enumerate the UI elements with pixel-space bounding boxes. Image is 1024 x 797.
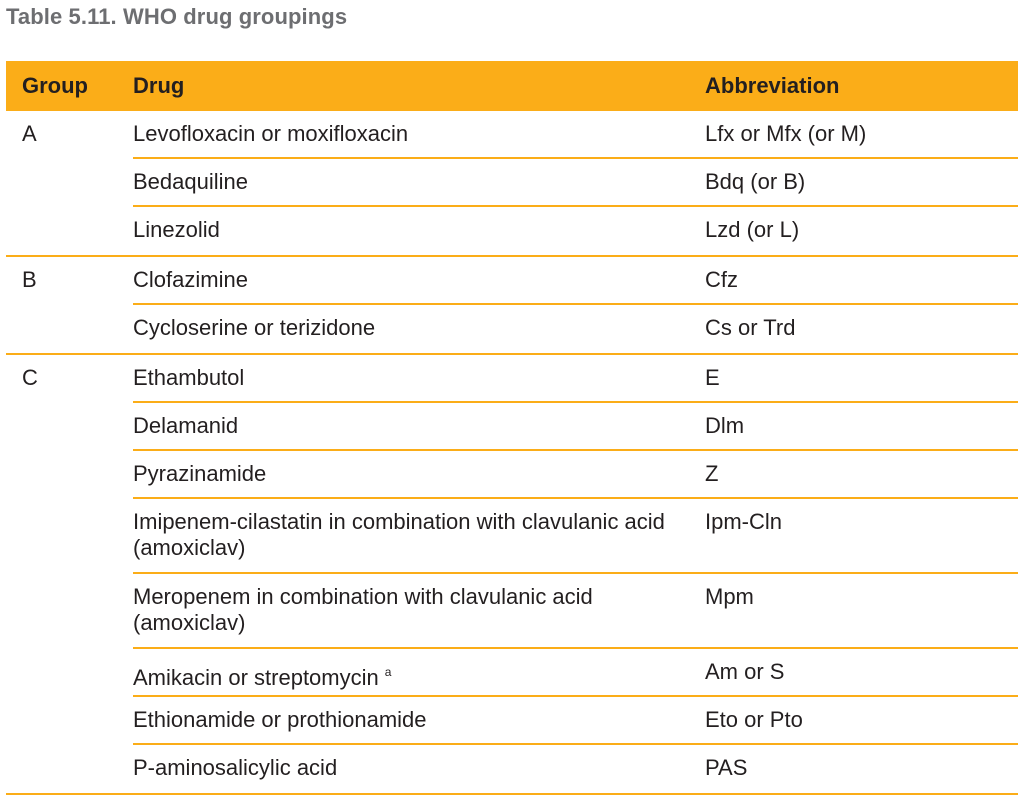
group-c — [6, 355, 1018, 795]
drug-name: Amikacin or streptomycin — [133, 665, 379, 690]
table-row — [133, 451, 1018, 499]
drug-cell — [133, 659, 705, 695]
table-row — [133, 574, 1018, 649]
abbreviation-cell: Cs or Trd — [705, 315, 796, 340]
header-drug: Drug — [133, 73, 185, 98]
drug-cell: Linezolid — [133, 217, 220, 242]
table-row — [133, 403, 1018, 451]
table-row — [133, 257, 1018, 305]
group-label: C — [22, 365, 38, 390]
abbreviation-cell: Lzd (or L) — [705, 217, 800, 242]
table-row — [133, 207, 1018, 255]
drug-cell: Imipenem-cilastatin in combination with clavulanic acid (amoxiclav) — [133, 509, 665, 560]
abbreviation-cell: Bdq (or B) — [705, 169, 806, 194]
group-b — [6, 257, 1018, 355]
table-row — [133, 305, 1018, 353]
header-abbreviation: Abbreviation — [705, 73, 840, 98]
drug-cell: P-aminosalicylic acid — [133, 755, 338, 780]
drug-groupings-table — [6, 61, 1018, 795]
table-row — [133, 697, 1018, 745]
drug-cell: Levofloxacin or moxifloxacin — [133, 121, 409, 146]
table-header — [6, 61, 1018, 111]
drug-cell: Pyrazinamide — [133, 461, 267, 486]
abbreviation-cell: Mpm — [705, 584, 754, 609]
abbreviation-cell: E — [705, 365, 720, 390]
drug-cell: Bedaquiline — [133, 169, 248, 194]
table-row — [133, 649, 1018, 697]
table-row — [133, 745, 1018, 793]
drug-cell: Ethionamide or prothionamide — [133, 707, 427, 732]
abbreviation-cell: Dlm — [705, 413, 745, 438]
abbreviation-cell: Ipm-Cln — [705, 509, 783, 534]
group-label: A — [22, 121, 37, 146]
drug-cell: Meropenem in combination with clavulanic acid (amoxiclav) — [133, 584, 593, 635]
drug-cell: Cycloserine or terizidone — [133, 315, 376, 340]
table-row — [133, 159, 1018, 207]
abbreviation-cell: Eto or Pto — [705, 707, 803, 732]
group-a — [6, 111, 1018, 257]
footnote-marker: a — [384, 665, 392, 679]
drug-cell: Delamanid — [133, 413, 239, 438]
table-title: Table 5.11. WHO drug groupings — [6, 4, 348, 29]
abbreviation-cell: Z — [705, 461, 719, 486]
header-group: Group — [22, 73, 88, 98]
table-row — [133, 499, 1018, 574]
drug-cell: Clofazimine — [133, 267, 248, 292]
drug-cell: Ethambutol — [133, 365, 245, 390]
abbreviation-cell: PAS — [705, 755, 748, 780]
abbreviation-cell: Am or S — [705, 659, 785, 684]
group-label: B — [22, 267, 37, 292]
table-row — [133, 355, 1018, 403]
abbreviation-cell: Lfx or Mfx (or M) — [705, 121, 867, 146]
table-row — [133, 111, 1018, 159]
abbreviation-cell: Cfz — [705, 267, 738, 292]
